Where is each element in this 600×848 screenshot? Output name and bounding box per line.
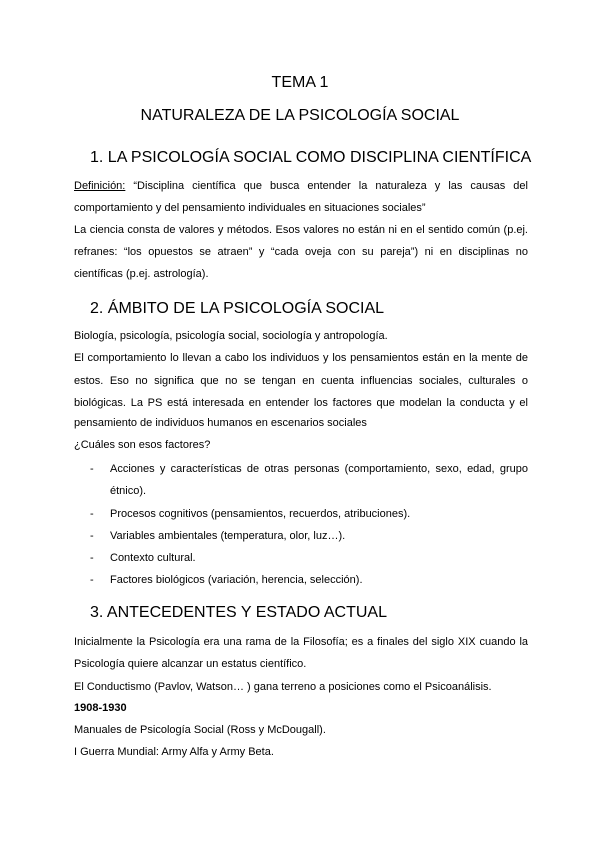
section-1-paragraph-line-3: científicas (p.ej. astrología). (74, 268, 209, 280)
factor-1-line-1: Acciones y características de otras personas (comportamiento, sexo, edad, grupo (110, 463, 528, 475)
factor-4: Contexto cultural. (110, 552, 196, 564)
definition-line-1 (74, 175, 528, 197)
section-3-heading: 3. ANTECEDENTES Y ESTADO ACTUAL (90, 604, 387, 621)
bullet-dash: - (90, 574, 94, 586)
section-2-heading: 2. ÁMBITO DE LA PSICOLOGÍA SOCIAL (90, 300, 385, 317)
section-3-paragraph-line-1: Inicialmente la Psicología era una rama de la Filosofía; es a finales del siglo XIX cuando la (74, 636, 528, 648)
section-1-paragraph-line-2: refranes: “los opuestos se atraen” y “cada oveja con su pareja”) ni en disciplinas no (74, 246, 528, 258)
period-label: 1908-1930 (74, 702, 127, 714)
conductismo-line: El Conductismo (Pavlov, Watson… ) gana terreno a posiciones como el Psicoanálisis. (74, 681, 492, 693)
section-1-paragraph-line-1: La ciencia consta de valores y métodos. Esos valores no están ni en el sentido común (p.ej. (74, 224, 528, 236)
definition-text: “Disciplina científica que busca entender la naturaleza y las causas del (133, 180, 528, 192)
definition-label: Definición: (74, 180, 126, 192)
bullet-dash: - (90, 508, 94, 520)
section-2-paragraph-line-3: biológicas. La PS está interesada en entender los factores que modelan la conducta y el (74, 397, 528, 409)
section-3-paragraph-line-2: Psicología quiere alcanzar un estatus científico. (74, 658, 307, 670)
section-1-heading: 1. LA PSICOLOGÍA SOCIAL COMO DISCIPLINA CIENTÍFICA (90, 149, 532, 166)
section-2-paragraph-line-1: El comportamiento lo llevan a cabo los individuos y los pensamientos están en la mente de (74, 352, 528, 364)
bullet-dash: - (90, 552, 94, 564)
document-title: NATURALEZA DE LA PSICOLOGÍA SOCIAL (140, 107, 460, 124)
disciplines-line: Biología, psicología, psicología social, sociología y antropología. (74, 330, 388, 342)
definition-line-2: comportamiento y del pensamiento individuales en situaciones sociales” (74, 202, 426, 214)
section-2-paragraph-line-2: estos. Eso no significa que no se tengan en cuenta influencias sociales, culturales o (74, 375, 528, 387)
document-tema: TEMA 1 (271, 74, 329, 91)
factor-5: Factores biológicos (variación, herencia, selección). (110, 574, 363, 586)
bullet-dash: - (90, 463, 94, 475)
manuales-line: Manuales de Psicología Social (Ross y McDougall). (74, 724, 326, 736)
factor-3: Variables ambientales (temperatura, olor, luz…). (110, 530, 346, 542)
factor-1-line-2: étnico). (110, 485, 147, 497)
list-item (90, 458, 528, 502)
guerra-line: I Guerra Mundial: Army Alfa y Army Beta. (74, 746, 274, 758)
bullet-dash: - (90, 530, 94, 542)
factor-2: Procesos cognitivos (pensamientos, recuerdos, atribuciones). (110, 508, 411, 520)
factors-question: ¿Cuáles son esos factores? (74, 439, 211, 451)
section-2-paragraph-line-4: pensamiento de individuos humanos en escenarios sociales (74, 417, 367, 429)
